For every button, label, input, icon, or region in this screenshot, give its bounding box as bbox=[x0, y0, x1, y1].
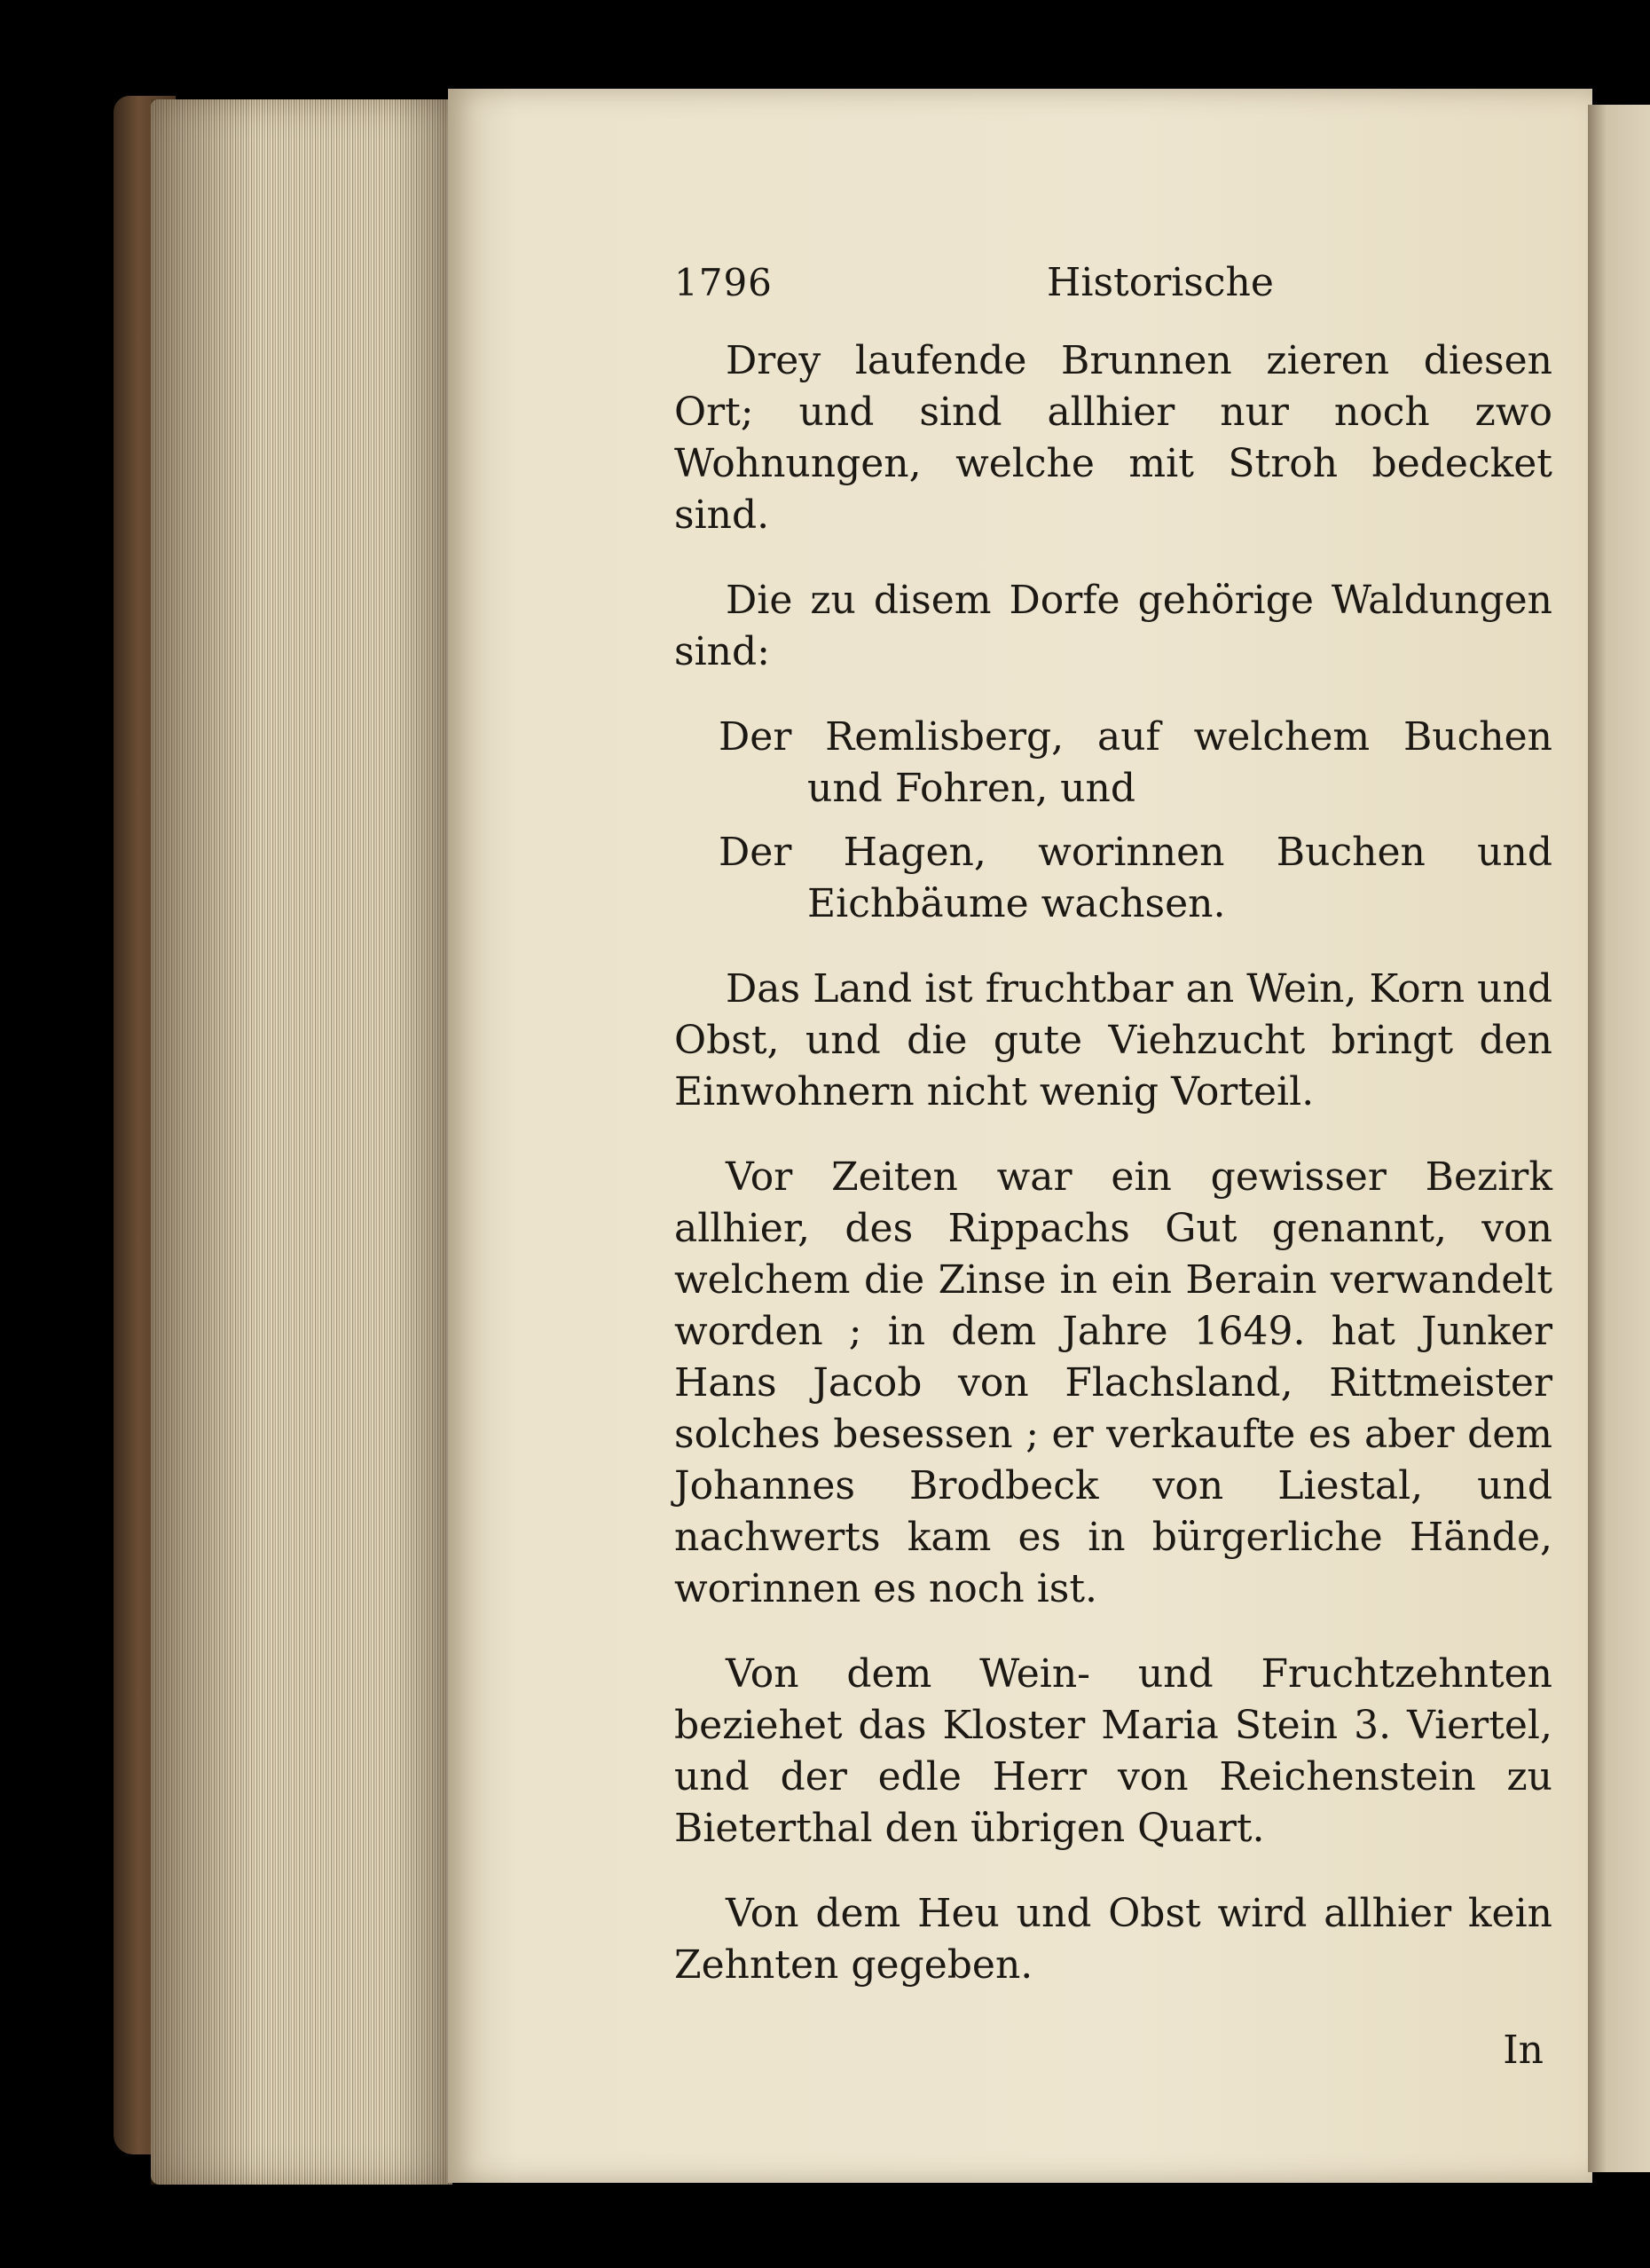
paragraph-land: Das Land ist fruchtbar an Wein, Korn und Obst, und die gute Viehzucht bringt den Einwohnern nicht wenig Vorteil. bbox=[674, 966, 1552, 1114]
page-header bbox=[674, 257, 1552, 319]
facing-page-edge bbox=[1588, 105, 1650, 2172]
page-text bbox=[674, 257, 1552, 2076]
running-title: Historische bbox=[1047, 260, 1274, 305]
paragraph-hay: Von dem Heu und Obst wird allhier kein Zehnten gegeben. bbox=[674, 1891, 1552, 1988]
page-edges-shadow bbox=[151, 99, 452, 2185]
list-item-hagen: Der Hagen, worinnen Buchen und Eichbäume wachsen. bbox=[719, 830, 1552, 926]
paragraph-fountains: Drey laufende Brunnen zieren diesen Ort; und sind allhier nur noch zwo Wohnungen, welche mit Stroh bedecket sind. bbox=[674, 338, 1552, 538]
paragraph-tithes: Von dem Wein- und Fruchtzehnten beziehet das Kloster Maria Stein 3. Viertel, und der edle Herr von Reichenstein zu Bieterthal den übrigen Quart. bbox=[674, 1651, 1552, 1851]
list-item-remlisberg: Der Remlisberg, auf welchem Buchen und Fohren, und bbox=[719, 714, 1552, 811]
paragraph-forests-intro: Die zu disem Dorfe gehörige Waldungen sind: bbox=[674, 578, 1552, 674]
catchword: In bbox=[1503, 2028, 1544, 2073]
paragraph-history: Vor Zeiten war ein gewisser Bezirk allhier, des Rippachs Gut genannt, von welchem die Zinse in ein Berain verwandelt worden ; in dem Jahre 1649. hat Junker Hans Jacob von Flachsland, Rittmeister solches besessen ; er verkaufte es aber dem Johannes Brodbeck von Liestal, und nachwerts kam es in bürgerliche Hände, worinnen es noch ist. bbox=[674, 1154, 1552, 1611]
page-number: 1796 bbox=[674, 261, 773, 304]
